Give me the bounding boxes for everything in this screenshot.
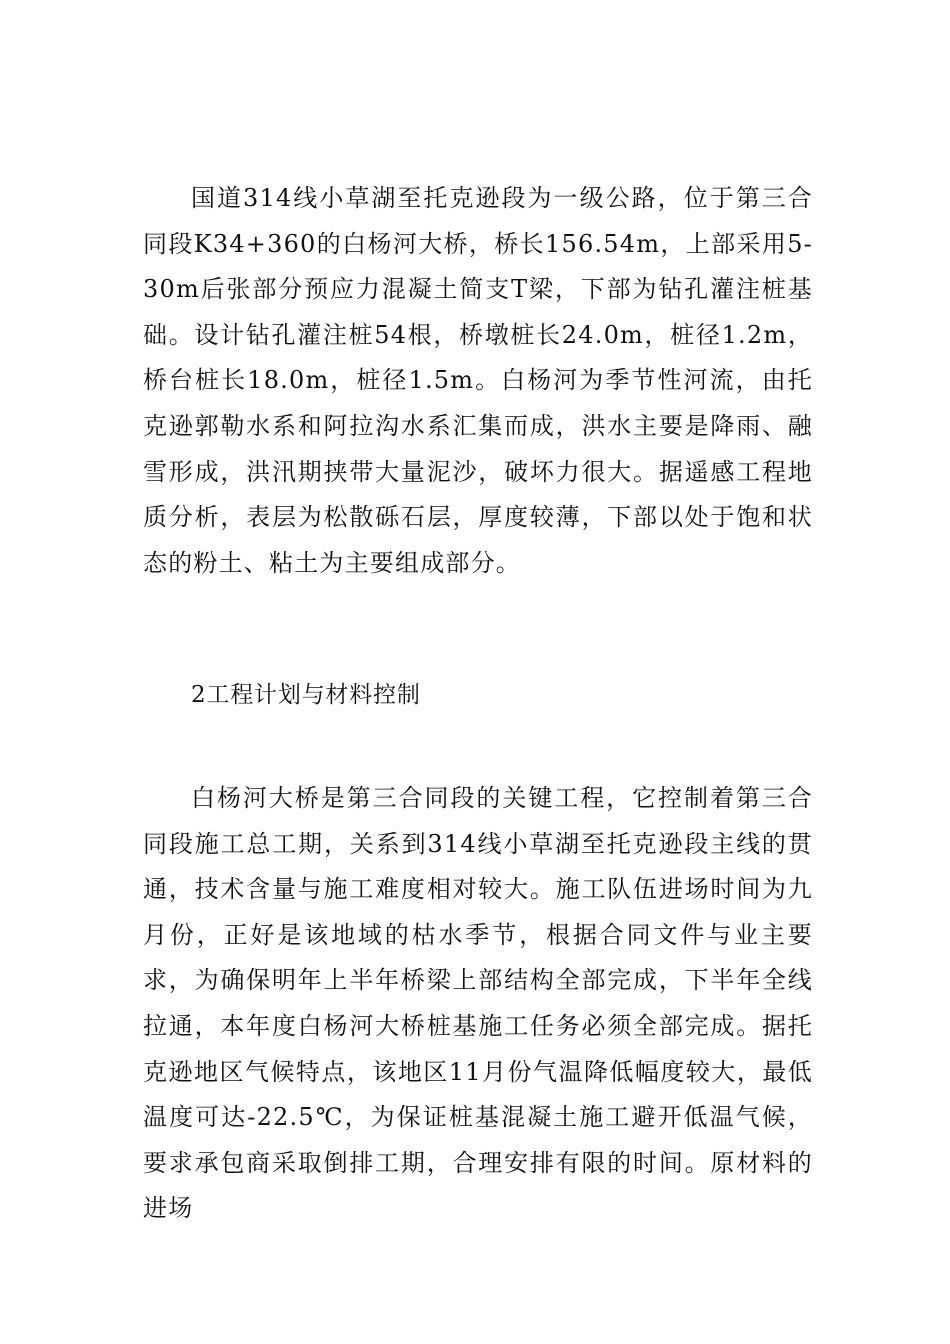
section-heading: [143, 675, 813, 715]
paragraph-bridge-overview: [143, 176, 813, 586]
paragraph-1-text: 国道314线小草湖至托克逊段为一级公路，位于第三合同段K34+360的白杨河大桥，桥长156.54m，上部采用5-30m后张部分预应力混凝土简支T梁，下部为钻孔灌注桩基础。设计钻孔灌注桩54根，桥墩桩长24.0m，桩径1.2m，桥台桩长18.0m，桩径1.5m。白杨河为季节性河流，由托克逊郭勒水系和阿拉沟水系汇集而成，洪水主要是降雨、融雪形成，洪汛期挟带大量泥沙，破坏力很大。据遥感工程地质分析，表层为松散砾石层，厚度较薄，下部以处于饱和状态的粉土、粘土为主要组成部分。: [143, 184, 813, 577]
section-heading-text: 2工程计划与材料控制: [191, 682, 421, 708]
paragraph-2-text: 白杨河大桥是第三合同段的关键工程，它控制着第三合同段施工总工期，关系到314线小草湖至托克逊段主线的贯通，技术含量与施工难度相对较大。施工队伍进场时间为九月份，正好是该地域的枯水季节，根据合同文件与业主要求，为确保明年上半年桥梁上部结构全部完成，下半年全线拉通，本年度白杨河大桥桩基施工任务必须全部完成。据托克逊地区气候特点，该地区11月份气温降低幅度较大，最低温度可达-22.5℃，为保证桩基混凝土施工避开低温气候，要求承包商采取倒排工期，合理安排有限的时间。原材料的进场: [143, 784, 813, 1223]
paragraph-project-plan: [143, 776, 813, 1232]
